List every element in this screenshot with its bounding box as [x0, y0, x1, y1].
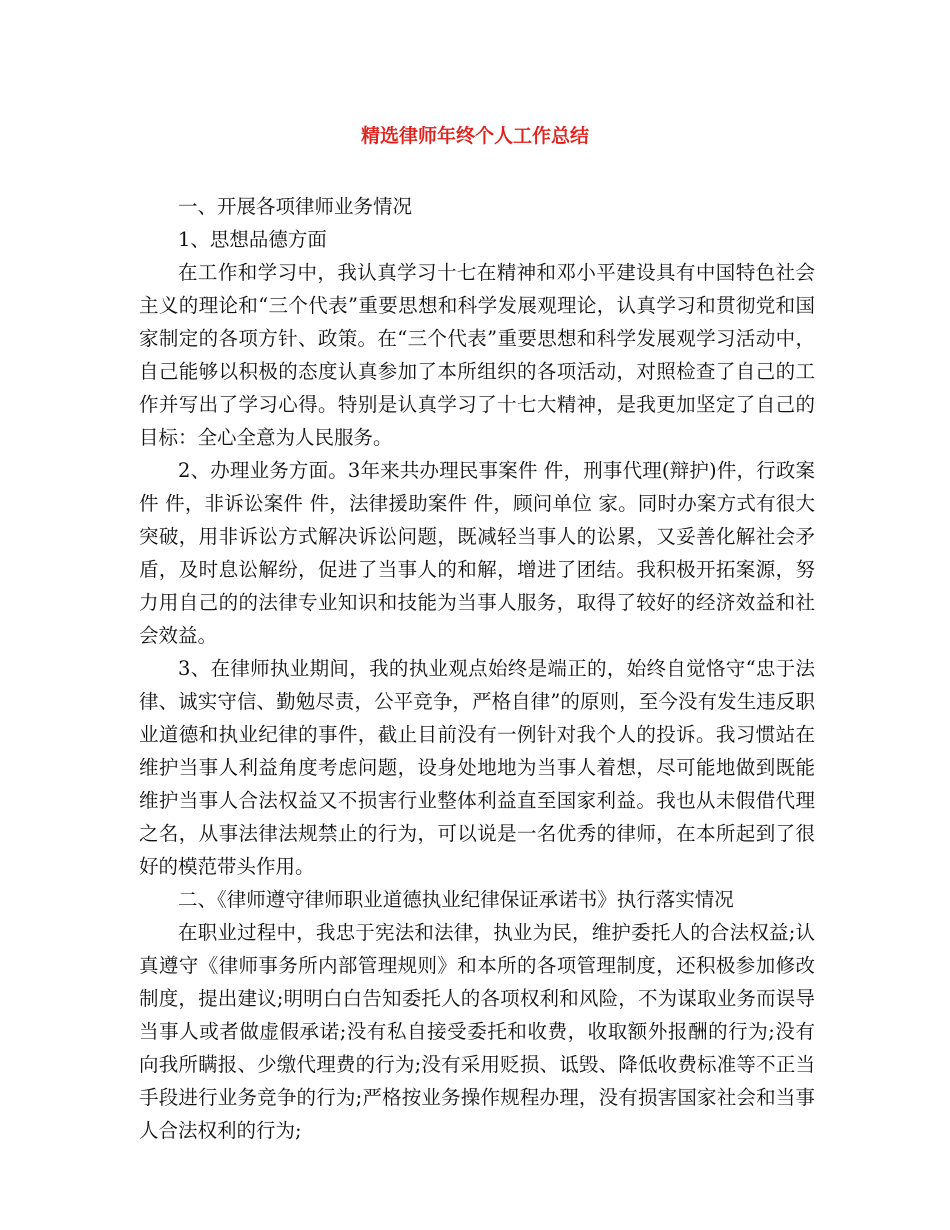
paragraph-business-handling: 2、办理业务方面。3年来共办理民事案件 件，刑事代理(辩护)件，行政案件 件，非诉讼案件 件，法律援助案件 件，顾问单位 家。同时办案方式有很大突破，用非诉讼方式解决诉讼问题，既减轻当事人的讼累，又妥善化解社会矛盾，及时息讼解纷，促进了当事人的和解，增进了团结。我积极开拓案源，努力用自己的的法律专业知识和技能为当事人服务，取得了较好的经济效益和社会效益。	[139, 459, 815, 647]
paragraph-commitment: 在职业过程中，我忠于宪法和法律，执业为民，维护委托人的合法权益;认真遵守《律师事务所内部管理规则》和本所的各项管理制度，还积极参加修改制度，提出建议;明明白白告知委托人的各项权利和风险，不为谋取业务而误导当事人或者做虚假承诺;没有私自接受委托和收费，收取额外报酬的行为;没有向我所瞒报、少缴代理费的行为;没有采用贬损、诋毁、降低收费标准等不正当手段进行业务竞争的行为;严格按业务操作规程办理，没有损害国家社会和当事人合法权利的行为;	[139, 921, 815, 1142]
section-heading-commitment: 二、《律师遵守律师职业道德执业纪律保证承诺书》执行落实情况	[178, 888, 734, 911]
document-body	[139, 190, 815, 1147]
section-heading-business: 一、开展各项律师业务情况	[178, 195, 413, 218]
document-title: 精选律师年终个人工作总结	[360, 125, 589, 147]
subheading-ideology-morality: 1、思想品德方面	[178, 228, 327, 251]
paragraph-ideology-morality: 在工作和学习中，我认真学习十七在精神和邓小平建设具有中国特色社会主义的理论和“三个代表”重要思想和科学发展观理论，认真学习和贯彻党和国家制定的各项方针、政策。在“三个代表”重要思想和科学发展观学习活动中，自己能够以积极的态度认真参加了本所组织的各项活动，对照检查了自己的工作并写出了学习心得。特别是认真学习了十七大精神，是我更加坚定了自己的目标：全心全意为人民服务。	[139, 261, 815, 449]
paragraph-practice-conduct: 3、在律师执业期间，我的执业观点始终是端正的，始终自觉恪守“忠于法律、诚实守信、勤勉尽责，公平竞争，严格自律”的原则，至今没有发生违反职业道德和执业纪律的事件，截止目前没有一例针对我个人的投诉。我习惯站在维护当事人利益角度考虑问题，设身处地地为当事人着想，尽可能地做到既能维护当事人合法权益又不损害行业整体利益直至国家利益。我也从未假借代理之名，从事法律法规禁止的行为，可以说是一名优秀的律师，在本所起到了很好的模范带头作用。	[139, 657, 815, 878]
